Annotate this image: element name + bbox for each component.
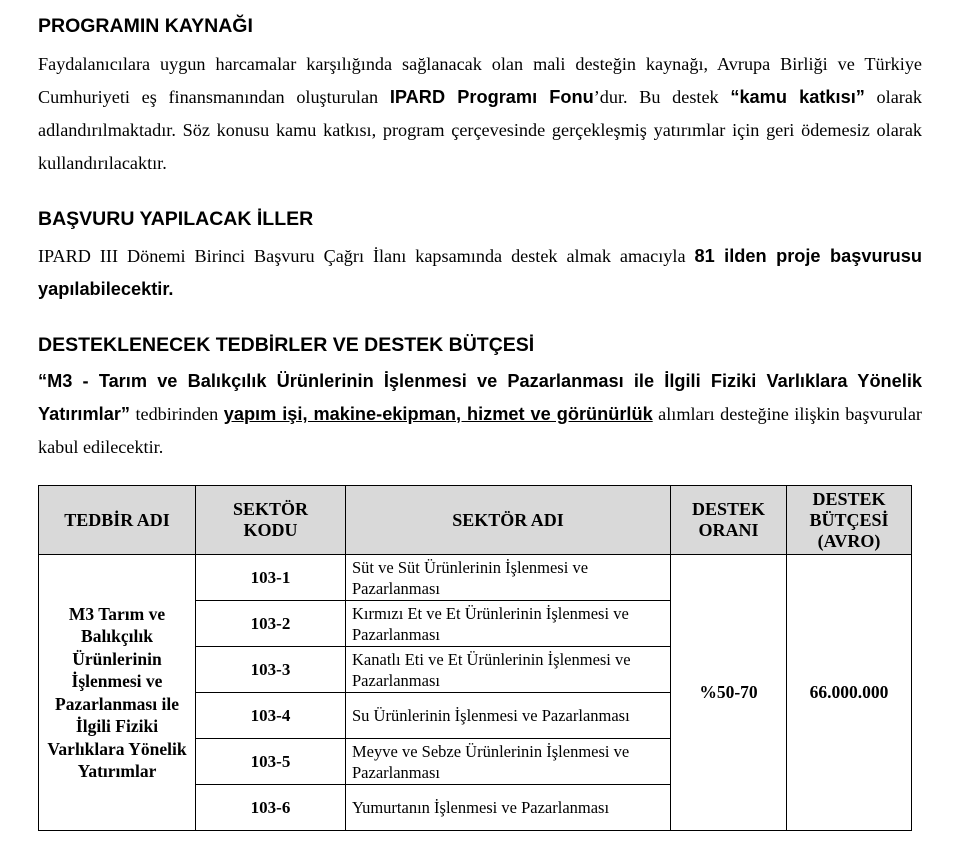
text-run: ’dur. Bu destek: [593, 87, 731, 107]
header-support-budget: DESTEK BÜTÇESİ (AVRO): [787, 486, 912, 555]
sector-code-cell: 103-3: [196, 647, 346, 693]
header-sector-code: SEKTÖR KODU: [196, 486, 346, 555]
text-run: alımları desteğine ilişkin başvurular kabul edilecektir.: [38, 404, 922, 457]
table-header-row: [39, 486, 912, 555]
measures-table: [38, 485, 912, 831]
sector-code-cell: 103-6: [196, 785, 346, 831]
text-run: IPARD III Dönemi Birinci Başvuru Çağrı İlanı kapsamında destek almak amacıyla: [38, 246, 695, 266]
section-heading: BAŞVURU YAPILACAK İLLER: [38, 208, 314, 230]
bold-run: “M3 - Tarım ve Balıkçılık Ürünlerinin İşlenmesi ve Pazarlanması ile İlgili Fiziki Varlıklara Yönelik Yatırımlar”: [38, 371, 922, 424]
sector-code-cell: 103-5: [196, 739, 346, 785]
sector-code-cell: 103-2: [196, 601, 346, 647]
support-rate-cell: %50-70: [671, 555, 787, 831]
sector-name-cell: Yumurtanın İşlenmesi ve Pazarlanması: [346, 785, 671, 831]
header-sector-name: SEKTÖR ADI: [346, 486, 671, 555]
sector-name-cell: Meyve ve Sebze Ürünlerinin İşlenmesi ve Pazarlanması: [346, 739, 671, 785]
bold-run: IPARD Programı Fonu: [389, 87, 594, 107]
text-run: tedbirinden: [130, 404, 224, 424]
sector-name-cell: Kırmızı Et ve Et Ürünlerinin İşlenmesi ve Pazarlanması: [346, 601, 671, 647]
sector-code-cell: 103-4: [196, 693, 346, 739]
text-run: olarak adlandırılmaktadır. Söz konusu kamu katkısı, program çerçevesinde gerçekleşmiş yatırımlar için geri ödemesiz olarak kullandırılacaktır.: [38, 87, 922, 173]
sector-name-cell: Süt ve Süt Ürünlerinin İşlenmesi ve Pazarlanması: [346, 555, 671, 601]
header-support-rate: DESTEK ORANI: [671, 486, 787, 555]
section-paragraph: [38, 240, 922, 306]
section-paragraph: [38, 48, 922, 180]
tedbir-cell: M3 Tarım ve Balıkçılık Ürünlerinin İşlenmesi ve Pazarlanması ile İlgili Fiziki Varlıklara Yönelik Yatırımlar: [39, 555, 196, 831]
bold-run: 81 ilden proje başvurusu yapılabilecektir.: [38, 246, 922, 299]
section-heading: PROGRAMIN KAYNAĞI: [38, 15, 253, 37]
bold-run: “kamu katkısı”: [730, 87, 865, 107]
table-row: [39, 555, 912, 601]
header-tedbir: TEDBİR ADI: [39, 486, 196, 555]
sector-name-cell: Su Ürünlerinin İşlenmesi ve Pazarlanması: [346, 693, 671, 739]
text-run: Faydalanıcılara uygun harcamalar karşılığında sağlanacak olan mali desteğin kaynağı, Avrupa Birliği ve Türkiye Cumhuriyeti eş finansmanından oluşturulan: [38, 54, 922, 107]
section-paragraph: [38, 365, 922, 464]
support-budget-cell: 66.000.000: [787, 555, 912, 831]
sector-code-cell: 103-1: [196, 555, 346, 601]
sector-name-cell: Kanatlı Eti ve Et Ürünlerinin İşlenmesi ve Pazarlanması: [346, 647, 671, 693]
section-heading: DESTEKLENECEK TEDBİRLER VE DESTEK BÜTÇESİ: [38, 334, 535, 356]
underlined-run: yapım işi, makine-ekipman, hizmet ve görünürlük: [223, 404, 653, 424]
